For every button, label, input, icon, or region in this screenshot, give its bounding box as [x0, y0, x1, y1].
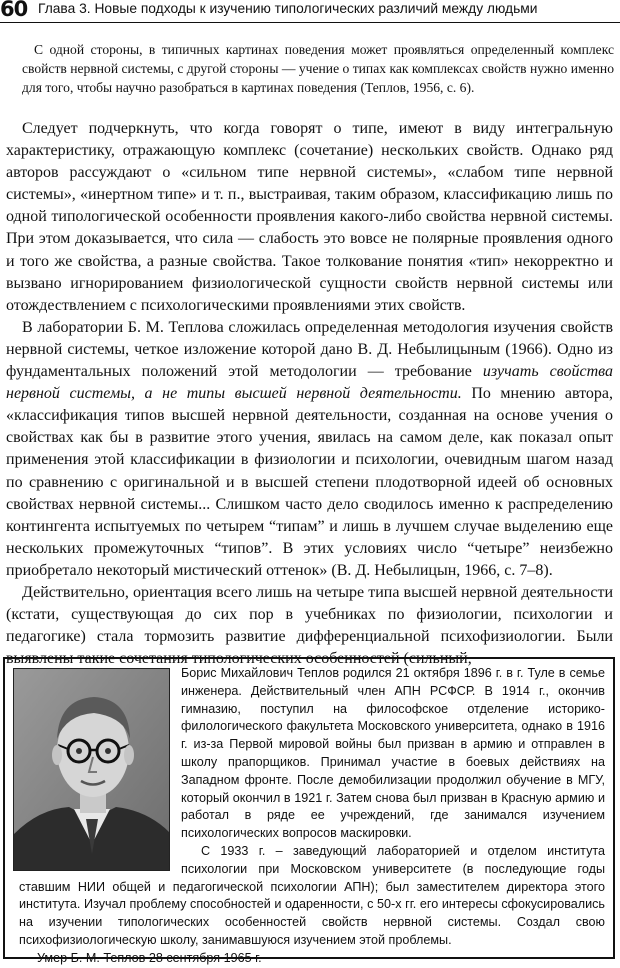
body-paragraph-1: Следует подчеркнуть, что когда говорят о типе, имеют в виду интегральную характеристику, отражающую комплекс (сочетание) нескольких свойств. Однако ряд авторов рассуждают о «сильном типе нервной системы», «слабом типе нервной системы», «инертном типе» и т. п., выстраивая, таким образом, классификацию лишь по одной типологической особенности проявления какого-либо свойства нервной системы. При этом доказывается, что сила — слабость это вовсе не полярные проявления одного и того же свойства, а разные свойства. Такое толкование понятия «тип» некорректно и вызвано игнорированием физиологической сущности свойств нервной системы или отождествлением с психологическими проявлениями этих свойств. [6, 120, 613, 314]
bio-paragraph-3: Умер Б. М. Теплов 28 сентября 1965 г. [37, 950, 262, 965]
running-header [0, 0, 620, 23]
body-paragraph-2-emphasis: изучать свойства нервной системы, а не типы высшей нервной деятельности. [6, 363, 614, 403]
page-number: 60 [0, 0, 28, 21]
biography-box [3, 657, 615, 965]
body-paragraph-2 [6, 317, 613, 582]
block-quote [22, 40, 614, 97]
quote-paragraph: С одной стороны, в типичных картинах поведения может проявляться определенный комплекс свойств нервной системы, с другой стороны — учение о типах как комплексах свойств нужно именно для того, чтобы научно разобраться в картинах поведения (Теплов, 1956, с. 6). [22, 42, 614, 95]
biography-text [19, 665, 605, 968]
body-paragraph-2-start: В лаборатории Б. М. Теплова сложилась определенная методология изучения свойств нервной системы, четкое изложение которой дано В. Д. Небылицыным (1966). Одно из фундаментальных положений этой методологии — требование [6, 318, 613, 381]
body-paragraph-3: Действительно, ориентация всего лишь на четыре типа высшей нервной деятельности (кстати, существующая до сих пор в учебниках по физиологии, психологии и педагогике) стала тормозить развитие дифференциальной психофизиологии. Были выявлены такие сочетания типологических особенностей (сильный, [6, 583, 613, 668]
chapter-title: Глава 3. Новые подходы к изучению типологических различий между людьми [38, 1, 538, 16]
body-paragraph-2-end: По мнению автора, «классификация типов высшей нервной деятельности, созданная на основе учения о свойствах как бы в развитие этого учения, явилась на самом деле, как показал опыт применения этой классификации в физиологии и психологии, очевидным шагом назад по сравнению с оригинальной и в высшей степени плодотворной идеей об основных свойствах нервной системы... Слишком часто дело сводилось именно к распределению контингента испытуемых по четырем “типам” и лишь в лучшем случае выделению еще нескольких промежуточных “типов”. В этих условиях число “четыре” неизбежно приобретало некоторый мистический оттенок» (В. Д. Небылицын, 1966, с. 7–8). [6, 385, 614, 579]
main-body-text [6, 118, 613, 670]
bio-paragraph-2: С 1933 г. – заведующий лабораторией и отделом института психологии при Московском университете (в последующие годы ставшим НИИ общей и педагогической психологии АПН); был заместителем директора этого института. Изучал проблему способностей и одаренности, с 50-х гг. его интересы сфокусировались на изучении типологических особенностей свойств нервной системы. Создал свою психофизиологическую школу, занимавшуюся изучением этой проблемы. [19, 843, 605, 947]
bio-paragraph-1: Борис Михайлович Теплов родился 21 октября 1896 г. в г. Туле в семье инженера. Действительный член АПН РСФСР. В 1914 г., окончив гимназию, поступил на философское отделение историко-филологического факультета Московского университета, однако в 1916 г. из-за Первой мировой войны был призван в армию и отправлен в школу прапорщиков. Принимал участие в боевых действиях на Западном фронте. После демобилизации продолжил обучение в МГУ, который окончил в 1921 г. Затем снова был призван в Красную армию и работал в ряде ее учреждений, где занимался изучением психологических вопросов маскировки. [181, 666, 605, 841]
portrait-spacer [19, 665, 181, 873]
